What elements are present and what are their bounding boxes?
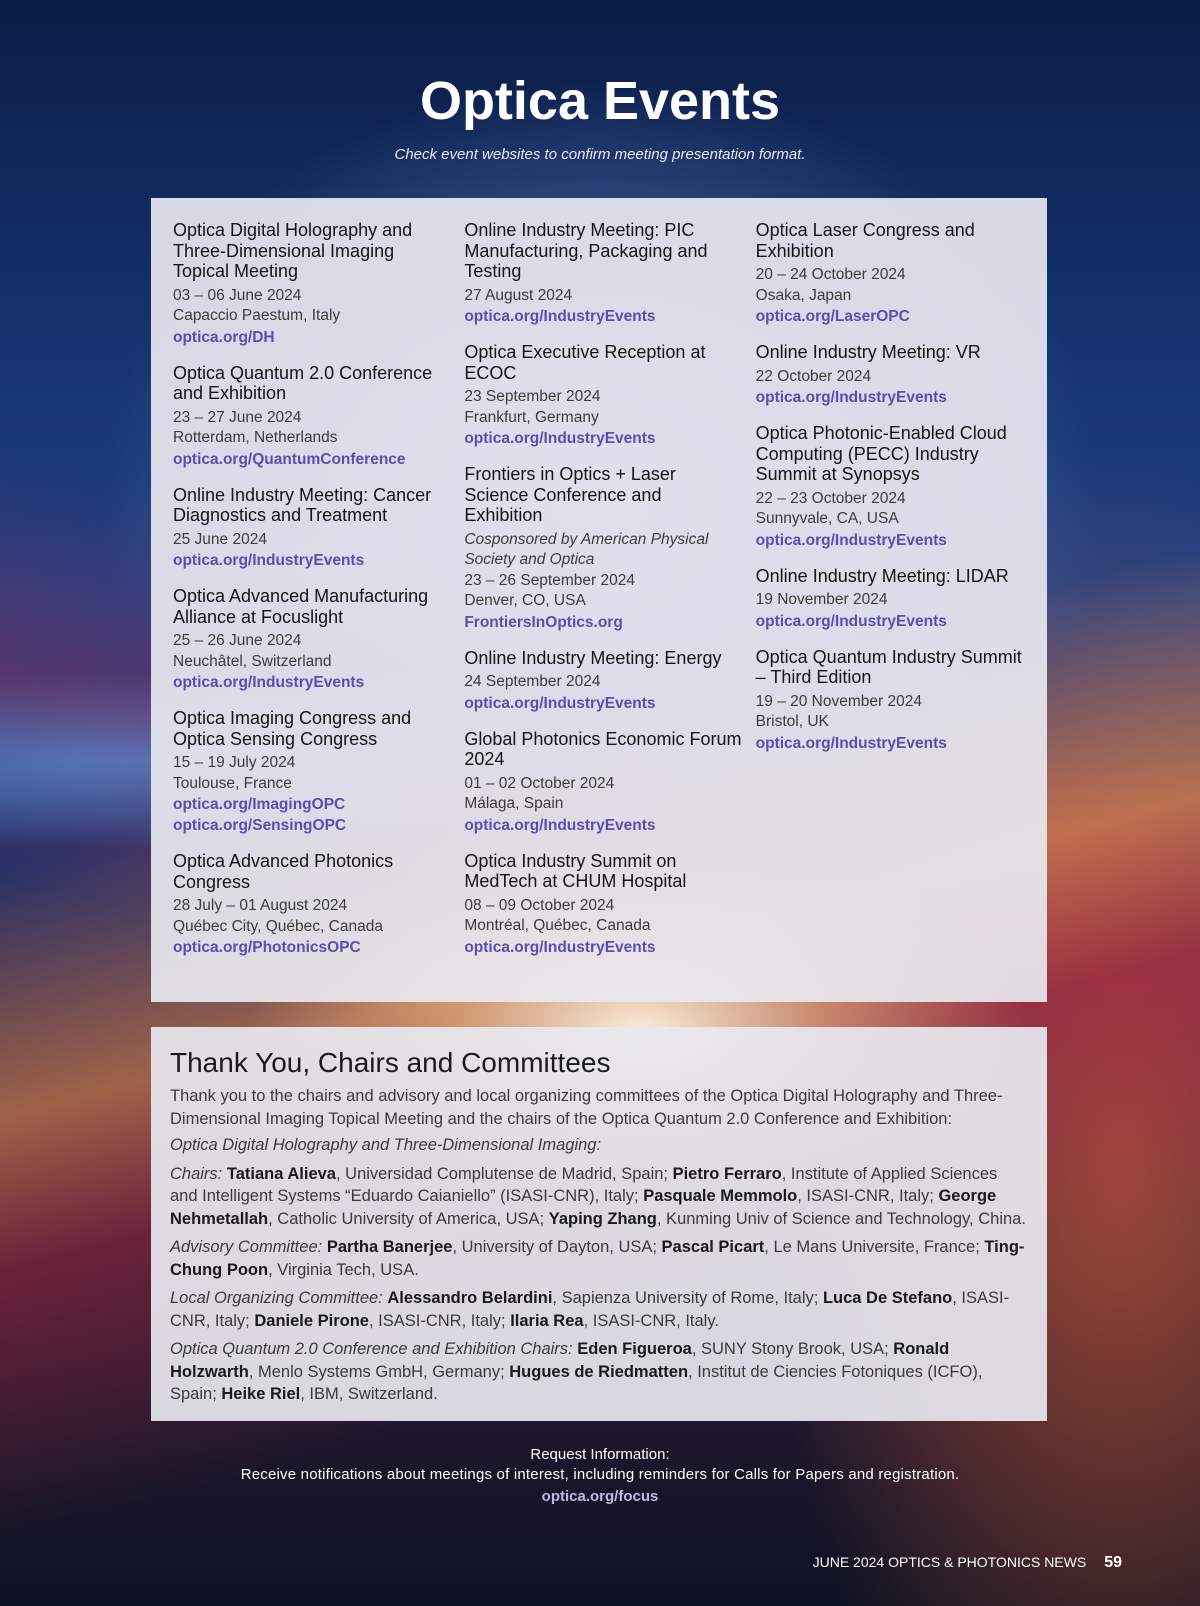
event-item xyxy=(756,647,1047,754)
person-name: Ilaria Rea xyxy=(510,1311,584,1330)
event-title: Optica Quantum 2.0 Conference and Exhibition xyxy=(173,362,433,403)
event-item xyxy=(464,464,755,633)
event-location: Capaccio Paestum, Italy xyxy=(173,307,341,324)
event-item xyxy=(173,851,464,958)
event-item xyxy=(173,485,464,572)
affiliation: , Kunming Univ of Science and Technology, China. xyxy=(656,1209,1026,1228)
committee-label: Optica Quantum 2.0 Conference and Exhibition Chairs: xyxy=(170,1340,573,1358)
event-location: Denver, CO, USA xyxy=(464,592,586,609)
event-title: Optica Advanced Photonics Congress xyxy=(173,851,394,892)
request-text: Receive notifications about meetings of interest, including reminders for Calls for Papers and registration. xyxy=(240,1466,960,1483)
page-footer xyxy=(813,1554,1122,1572)
event-location: Osaka, Japan xyxy=(755,286,852,304)
event-title: Optica Industry Summit on MedTech at CHUM Hospital xyxy=(464,850,687,891)
person-name: Daniele Pirone xyxy=(254,1311,369,1330)
thanks-paragraphs xyxy=(170,1163,1029,1406)
event-date: 22 October 2024 xyxy=(755,367,872,385)
affiliation: , ISASI-CNR, Italy; xyxy=(797,1187,939,1205)
request-link[interactable]: optica.org/focus xyxy=(541,1488,659,1505)
thanks-paragraph xyxy=(170,1236,1029,1281)
person-name: Pascal Picart xyxy=(661,1238,765,1256)
affiliation: , ISASI-CNR, Italy; xyxy=(368,1311,511,1330)
event-date: 24 September 2024 xyxy=(464,673,601,690)
event-location: Frankfurt, Germany xyxy=(464,408,599,426)
event-title: Optica Imaging Congress and Optica Sensing Congress xyxy=(173,708,412,749)
event-title: Online Industry Meeting: Cancer Diagnostics and Treatment xyxy=(173,484,432,525)
event-location: Bristol, UK xyxy=(755,713,829,730)
event-date: 25 – 26 June 2024 xyxy=(173,632,302,649)
request-title: Request Information: xyxy=(530,1446,670,1463)
event-link[interactable]: optica.org/IndustryEvents xyxy=(755,612,947,630)
event-item xyxy=(173,220,464,348)
person-name: Luca De Stefano xyxy=(822,1289,953,1307)
event-item xyxy=(756,220,1047,327)
event-title: Optica Advanced Manufacturing Alliance at Focuslight xyxy=(173,586,429,627)
page-title: Optica Events xyxy=(419,71,781,131)
events-panel xyxy=(151,198,1047,1002)
event-item xyxy=(464,342,755,449)
event-date: 28 July – 01 August 2024 xyxy=(173,897,348,914)
event-title: Online Industry Meeting: PIC Manufacturing, Packaging and Testing xyxy=(464,220,708,281)
affiliation: , Institute of Applied Sciences and Intelligent Systems “Eduardo Caianiello” (ISASI-CNR), Italy; xyxy=(170,1164,998,1205)
affiliation: , Menlo Systems GmbH, Germany; xyxy=(248,1362,510,1381)
person-name: George Nehmetallah xyxy=(170,1187,997,1228)
thanks-dh-label: Optica Digital Holography and Three-Dimensional Imaging: xyxy=(170,1136,602,1154)
event-date: 23 September 2024 xyxy=(464,388,601,405)
event-link[interactable]: FrontiersInOptics.org xyxy=(464,613,623,631)
event-date: 22 – 23 October 2024 xyxy=(755,489,906,507)
event-date: 27 August 2024 xyxy=(464,286,573,304)
event-title: Frontiers in Optics + Laser Science Conference and Exhibition xyxy=(464,464,676,525)
footer-issue: JUNE 2024 OPTICS & PHOTONICS NEWS xyxy=(812,1554,1087,1570)
event-date: 15 – 19 July 2024 xyxy=(173,754,296,771)
event-link[interactable]: optica.org/PhotonicsOPC xyxy=(173,939,361,956)
event-link[interactable]: optica.org/IndustryEvents xyxy=(173,552,365,569)
person-name: Hugues de Riedmatten xyxy=(509,1362,689,1381)
events-column xyxy=(756,220,1047,1002)
person-name: Ronald Holzwarth xyxy=(170,1340,950,1381)
event-link[interactable]: optica.org/QuantumConference xyxy=(173,450,406,468)
person-name: Pietro Ferraro xyxy=(672,1164,782,1183)
event-item xyxy=(756,566,1047,632)
thanks-paragraph xyxy=(170,1163,1029,1231)
thanks-intro: Thank you to the chairs and advisory and local organizing committees of the Optica Digital Holography and Three-Dimensional Imaging Topical Meeting and the chairs of the Optica Quantum 2.0 Conference and Exhibition: xyxy=(170,1087,1003,1128)
event-link[interactable]: optica.org/LaserOPC xyxy=(755,308,910,325)
request-information xyxy=(0,1445,1200,1509)
event-date: 19 November 2024 xyxy=(755,591,888,608)
person-name: Pasquale Memmolo xyxy=(643,1187,798,1205)
events-column xyxy=(464,220,755,1002)
event-note: Cosponsored by American Physical Society and Optica xyxy=(464,530,709,568)
event-link[interactable]: optica.org/IndustryEvents xyxy=(755,531,947,549)
event-link[interactable]: optica.org/IndustryEvents xyxy=(173,674,365,691)
affiliation: , Catholic University of America, USA; xyxy=(268,1209,549,1228)
event-item xyxy=(464,648,755,714)
event-date: 01 – 02 October 2024 xyxy=(464,774,615,792)
event-location: Málaga, Spain xyxy=(464,795,564,812)
affiliation: , Institut de Ciencies Fotoniques (ICFO), Spain; xyxy=(170,1362,983,1403)
affiliation: , ISASI-CNR, Italy. xyxy=(583,1311,719,1330)
affiliation: , University of Dayton, USA; xyxy=(452,1238,662,1256)
event-location: Québec City, Québec, Canada xyxy=(173,917,383,935)
event-item xyxy=(173,708,464,836)
page-number: 59 xyxy=(1104,1554,1122,1571)
person-name: Yaping Zhang xyxy=(548,1209,657,1228)
event-item xyxy=(756,423,1047,551)
thanks-paragraph xyxy=(170,1287,1029,1332)
page-subtitle: Check event websites to confirm meeting presentation format. xyxy=(394,146,806,163)
person-name: Ting-Chung Poon xyxy=(170,1238,1025,1279)
event-title: Optica Executive Reception at ECOC xyxy=(464,342,706,383)
affiliation: , Universidad Complutense de Madrid, Spain; xyxy=(336,1164,673,1183)
event-title: Online Industry Meeting: Energy xyxy=(464,647,722,668)
event-item xyxy=(464,851,755,958)
event-link[interactable]: optica.org/SensingOPC xyxy=(173,817,347,834)
event-title: Optica Photonic-Enabled Cloud Computing (PECC) Industry Summit at Synopsys xyxy=(755,423,1007,484)
event-date: 25 June 2024 xyxy=(173,530,267,548)
event-link[interactable]: optica.org/IndustryEvents xyxy=(755,389,947,406)
committee-label: Local Organizing Committee: xyxy=(170,1289,383,1307)
event-link[interactable]: optica.org/IndustryEvents xyxy=(464,694,656,712)
person-name: Partha Banerjee xyxy=(326,1238,453,1256)
affiliation: , SUNY Stony Brook, USA; xyxy=(691,1340,894,1358)
event-title: Online Industry Meeting: VR xyxy=(755,342,981,362)
event-item xyxy=(464,220,755,327)
event-link[interactable]: optica.org/IndustryEvents xyxy=(464,308,656,325)
person-name: Heike Riel xyxy=(221,1385,301,1403)
event-item xyxy=(756,342,1047,408)
affiliation: , Le Mans Universite, France; xyxy=(764,1238,985,1256)
thanks-heading: Thank You, Chairs and Committees xyxy=(170,1047,611,1078)
affiliation: , Sapienza University of Rome, Italy; xyxy=(552,1289,823,1307)
thanks-subheading xyxy=(170,1134,1029,1157)
thanks-paragraph xyxy=(170,1338,1029,1406)
event-title: Optica Laser Congress and Exhibition xyxy=(755,220,975,261)
event-location: Rotterdam, Netherlands xyxy=(173,429,338,446)
event-location: Montréal, Québec, Canada xyxy=(464,917,651,934)
thanks-panel xyxy=(151,1027,1047,1421)
event-date: 03 – 06 June 2024 xyxy=(173,286,302,304)
event-link[interactable]: optica.org/DH xyxy=(173,328,275,346)
event-title: Optica Digital Holography and Three-Dimensional Imaging Topical Meeting xyxy=(173,220,413,281)
committee-label: Advisory Committee: xyxy=(170,1238,323,1256)
event-date: 08 – 09 October 2024 xyxy=(464,896,615,914)
event-title: Online Industry Meeting: LIDAR xyxy=(755,565,1009,586)
event-link[interactable]: optica.org/IndustryEvents xyxy=(755,734,947,752)
person-name: Alessandro Belardini xyxy=(387,1289,553,1307)
event-date: 23 – 27 June 2024 xyxy=(173,408,302,426)
event-title: Global Photonics Economic Forum 2024 xyxy=(464,728,742,769)
event-item xyxy=(464,729,755,836)
event-link[interactable]: optica.org/IndustryEvents xyxy=(464,430,656,447)
event-item xyxy=(173,586,464,693)
event-location: Sunnyvale, CA, USA xyxy=(755,510,899,527)
event-date: 23 – 26 September 2024 xyxy=(464,571,635,589)
event-date: 20 – 24 October 2024 xyxy=(755,266,906,283)
affiliation: , IBM, Switzerland. xyxy=(300,1385,438,1403)
event-location: Neuchâtel, Switzerland xyxy=(173,652,332,670)
event-title: Optica Quantum Industry Summit – Third Edition xyxy=(755,646,1022,687)
committee-label: Chairs: xyxy=(170,1164,223,1183)
person-name: Eden Figueroa xyxy=(577,1340,692,1358)
events-column xyxy=(173,220,464,1002)
event-link[interactable]: optica.org/ImagingOPC xyxy=(173,796,346,813)
person-name: Tatiana Alieva xyxy=(226,1164,336,1183)
affiliation: , Virginia Tech, USA. xyxy=(268,1260,419,1279)
event-item xyxy=(173,363,464,470)
event-location: Toulouse, France xyxy=(173,774,292,792)
event-link[interactable]: optica.org/IndustryEvents xyxy=(464,816,656,834)
affiliation: , ISASI-CNR, Italy; xyxy=(170,1289,1010,1330)
event-date: 19 – 20 November 2024 xyxy=(755,692,922,710)
event-link[interactable]: optica.org/IndustryEvents xyxy=(464,938,656,956)
